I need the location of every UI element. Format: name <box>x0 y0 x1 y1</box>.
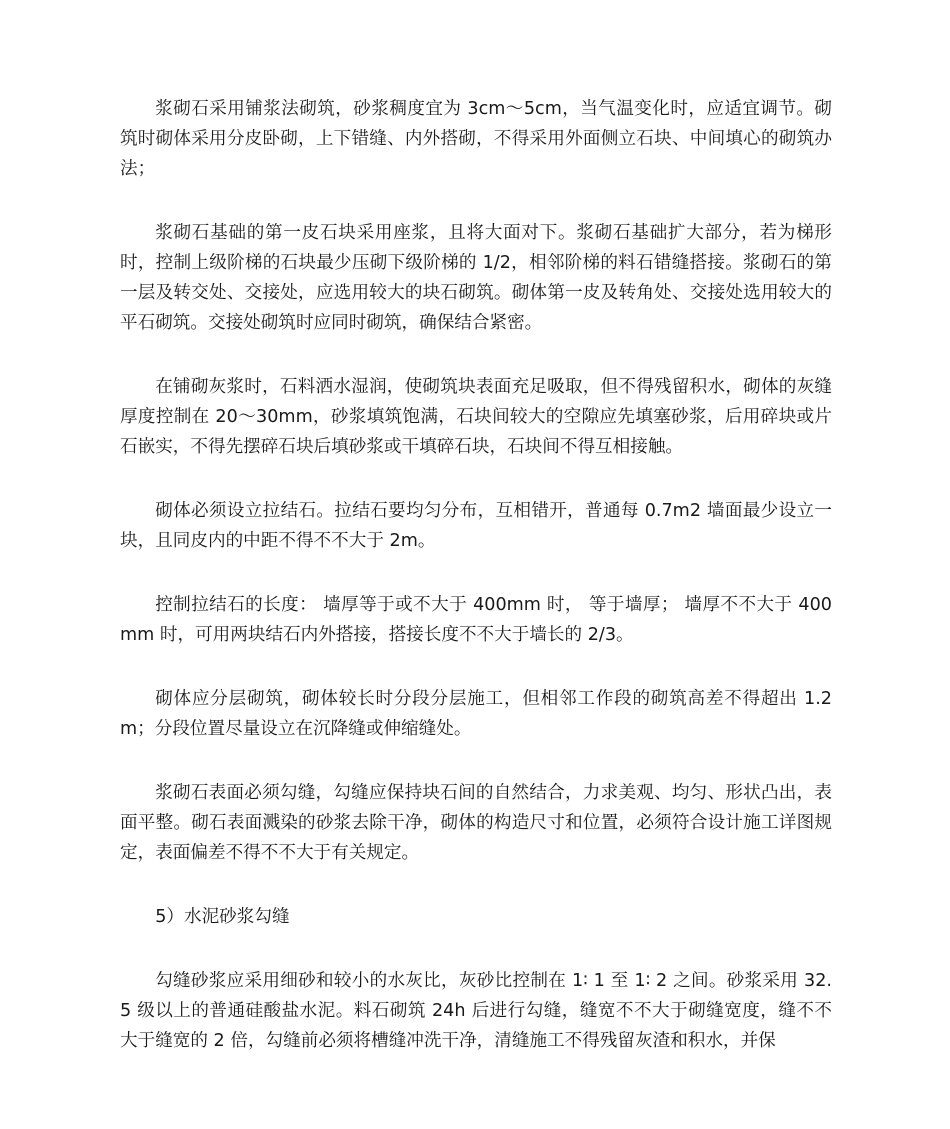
paragraph-mortar-laying: 在铺砌灰浆时，石料洒水湿润，使砌筑块表面充足吸取，但不得残留积水，砌体的灰缝厚度控制在 20～30mm，砂浆填筑饱满，石块间较大的空隙应先填塞砂浆，后用碎块或片石嵌实，不得先摆碎石块后填砂浆或干填碎石块，石块间不得互相接触。 <box>120 377 832 457</box>
paragraph-tie-stone-length: 控制拉结石的长度： 墙厚等于或不大于 400mm 时， 等于墙厚； 墙厚不不大于 400mm 时，可用两块结石内外搭接，搭接长度不不大于墙长的 2/3。 <box>120 595 832 645</box>
paragraph-mortar-method: 浆砌石采用铺浆法砌筑，砂浆稠度宜为 3cm～5cm，当气温变化时，应适宜调节。砌筑时砌体采用分皮卧砌，上下错缝、内外搭砌，不得采用外面侧立石块、中间填心的砌筑办法； <box>120 99 832 179</box>
paragraph-surface-pointing: 浆砌石表面必须勾缝，勾缝应保持块石间的自然结合，力求美观、均匀、形状凸出，表面平整。砌石表面溅染的砂浆去除干净，砌体的构造尺寸和位置，必须符合设计施工详图规定，表面偏差不得不不大于有关规定。 <box>120 783 832 863</box>
section-heading-cement-mortar-pointing: 5）水泥砂浆勾缝 <box>155 907 290 927</box>
paragraph-pointing-mortar: 勾缝砂浆应采用细砂和较小的水灰比，灰砂比控制在 1∶ 1 至 1∶ 2 之间。砂浆采用 32.5 级以上的普通硅酸盐水泥。料石砌筑 24h 后进行勾缝，缝宽不不大于砌缝宽度，缝不不大于缝宽的 2 倍，勾缝前必须将槽缝冲洗干净，清缝施工不得残留灰渣和积水，并保 <box>120 971 832 1051</box>
document-body <box>120 94 832 1090</box>
paragraph-layered-masonry: 砌体应分层砌筑，砌体较长时分段分层施工，但相邻工作段的砌筑高差不得超出 1.2m；分段位置尽量设立在沉降缝或伸缩缝处。 <box>120 689 832 739</box>
paragraph-tie-stones: 砌体必须设立拉结石。拉结石要均匀分布，互相错开，普通每 0.7m2 墙面最少设立一块，且同皮内的中距不得不不大于 2m。 <box>120 501 832 551</box>
paragraph-foundation-first-layer: 浆砌石基础的第一皮石块采用座浆，且将大面对下。浆砌石基础扩大部分，若为梯形时，控制上级阶梯的石块最少压砌下级阶梯的 1/2，相邻阶梯的料石错缝搭接。浆砌石的第一层及转交处、交接处，应选用较大的块石砌筑。砌体第一皮及转角处、交接处选用较大的平石砌筑。交接处砌筑时应同时砌筑，确保结合紧密。 <box>120 223 832 333</box>
